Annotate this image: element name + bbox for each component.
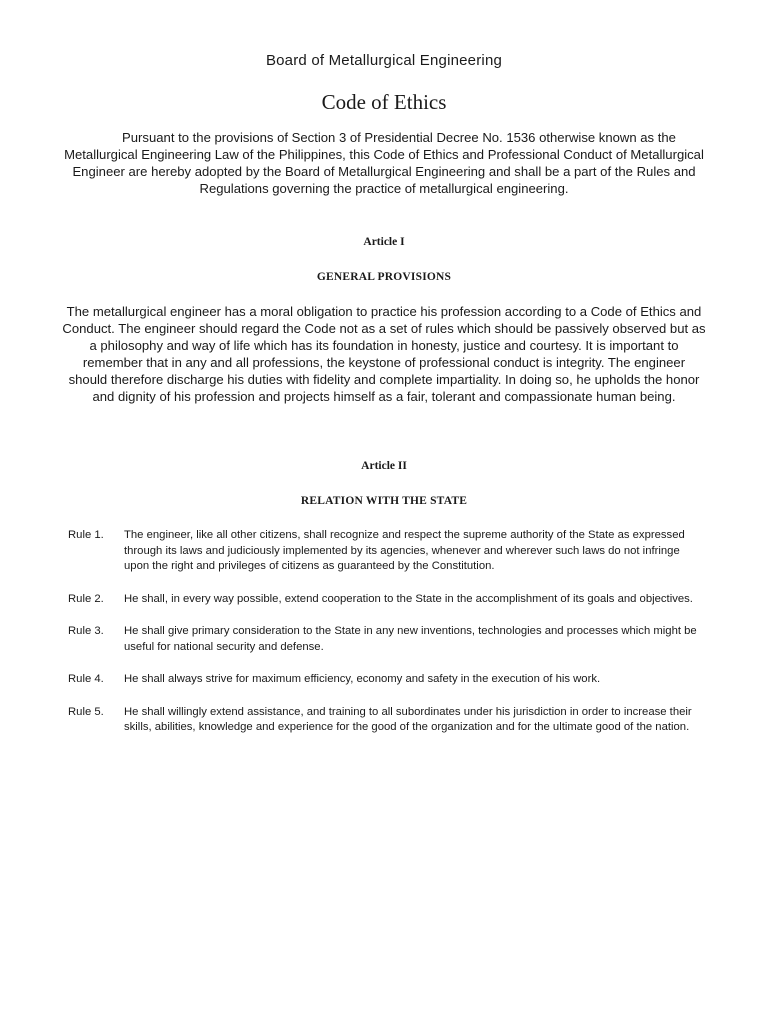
rule-number: Rule 3. [68, 625, 104, 637]
rules-list [68, 528, 704, 753]
rule-text: He shall always strive for maximum efficiency, economy and safety in the execution of his work. [124, 673, 601, 685]
rule-item [68, 528, 704, 575]
rule-number: Rule 1. [68, 529, 104, 541]
rule-item [68, 592, 704, 608]
rule-item [68, 672, 704, 688]
article-2-heading: RELATION WITH THE STATE [300, 495, 468, 507]
general-provisions-paragraph: The metallurgical engineer has a moral obligation to practice his profession according to a Code of Ethics and Conduct. The engineer should regard the Code not as a set of rules which should be passively observed but as a philosophy and way of life which has its foundation in honesty, justice and courtesy. It is important to remember that in any and all professions, the keystone of professional conduct is integrity. The engineer should therefore discharge his duties with fidelity and complete impartiality. In doing so, he upholds the honor and dignity of his profession and projects himself as a fair, tolerant and compassionate human being. [62, 304, 706, 404]
article-2-label: Article II [361, 460, 407, 472]
rule-item [68, 624, 704, 655]
article-1-label: Article I [363, 236, 405, 248]
article-1-heading: GENERAL PROVISIONS [316, 271, 452, 283]
organization-title: Board of Metallurgical Engineering [265, 52, 503, 69]
intro-text: Pursuant to the provisions of Section 3 of Presidential Decree No. 1536 otherwise known as the Metallurgical Engineering Law of the Philippines, this Code of Ethics and Professional Conduct of Metallurgical Engineer are hereby adopted by the Board of Metallurgical Engineering and shall be a part of the Rules and Regulations governing the practice of metallurgical engineering. [64, 130, 704, 196]
document-title: Code of Ethics [321, 90, 447, 114]
rule-number: Rule 5. [68, 705, 104, 718]
rule-number: Rule 4. [68, 673, 104, 685]
rule-text: He shall willingly extend assistance, and training to all subordinates under his jurisdiction in order to increase their skills, abilities, knowledge and experience for the good of the organization and for the ultimate good of the nation. [124, 705, 692, 733]
rule-item [68, 705, 704, 736]
rule-text: He shall give primary consideration to the State in any new inventions, technologies and processes which might be useful for national security and defense. [124, 625, 697, 653]
rule-number: Rule 2. [68, 592, 104, 605]
rule-text: The engineer, like all other citizens, shall recognize and respect the supreme authority of the State as expressed through its laws and judiciously implemented by its agencies, whenever and wherever such laws do not infringe upon the right and privileges of citizens as guaranteed by the Constitution. [124, 529, 685, 572]
intro-paragraph [62, 129, 706, 197]
rule-text: He shall, in every way possible, extend cooperation to the State in the accomplishment of its goals and objectives. [124, 592, 693, 605]
